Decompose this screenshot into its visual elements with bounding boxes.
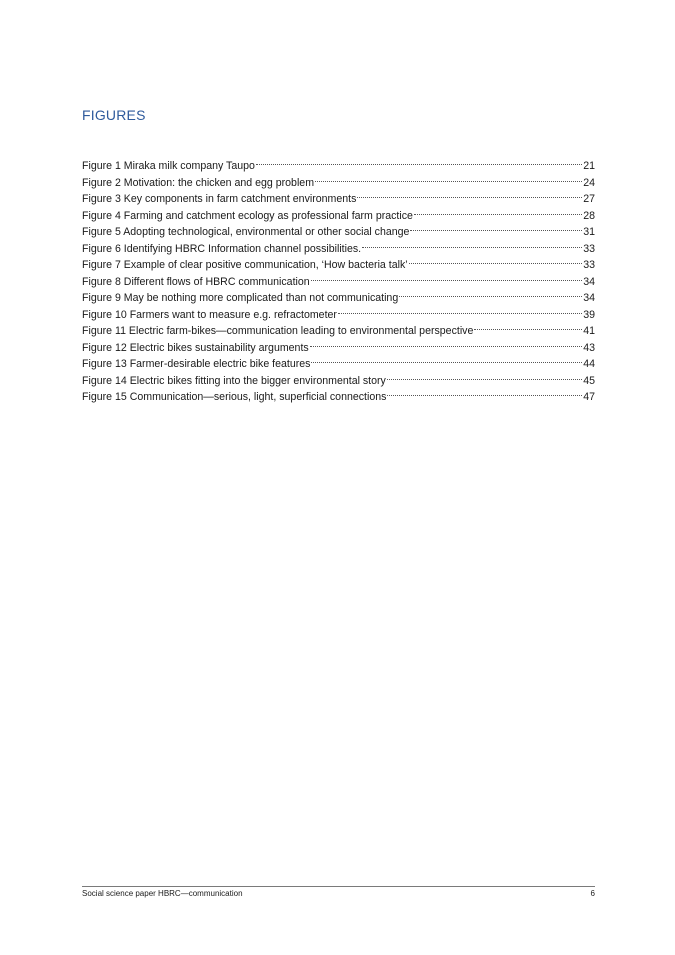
figure-entry[interactable] <box>82 340 595 357</box>
dot-leader <box>362 246 582 248</box>
figure-label: Figure 10 Farmers want to measure e.g. refractometer <box>82 308 337 321</box>
dot-leader <box>338 312 582 314</box>
figure-label: Figure 9 May be nothing more complicated than not communicating <box>82 292 399 304</box>
figure-page-number: 27 <box>583 193 595 205</box>
figure-entry[interactable] <box>82 208 595 225</box>
figure-entry[interactable] <box>82 290 595 307</box>
footer-page-number: 6 <box>590 889 595 898</box>
figure-page-number: 44 <box>583 358 595 370</box>
footer-document-title: Social science paper HBRC—communication <box>82 889 243 898</box>
dot-leader <box>315 180 582 182</box>
figure-label: Figure 11 Electric farm-bikes—communication leading to environmental perspective <box>82 325 474 337</box>
figure-label: Figure 4 Farming and catchment ecology as professional farm practice <box>82 209 413 222</box>
dot-leader <box>414 213 582 215</box>
figure-page-number: 45 <box>583 374 595 387</box>
figure-entry[interactable] <box>82 389 595 406</box>
figure-entry[interactable] <box>82 175 595 192</box>
dot-leader <box>311 361 582 363</box>
figure-page-number: 31 <box>583 226 595 238</box>
figure-entry[interactable] <box>82 307 595 324</box>
figures-heading: FIGURES <box>82 107 146 123</box>
figure-entry[interactable] <box>82 257 595 274</box>
figures-list <box>82 158 595 406</box>
figure-label: Figure 7 Example of clear positive communication, ‘How bacteria talk’ <box>82 259 408 271</box>
figure-page-number: 43 <box>583 341 595 354</box>
figure-page-number: 28 <box>583 209 595 222</box>
figure-label: Figure 5 Adopting technological, environmental or other social change <box>82 226 410 238</box>
figure-label: Figure 3 Key components in farm catchment environments <box>82 193 357 205</box>
dot-leader <box>310 345 583 347</box>
figure-page-number: 21 <box>583 160 595 172</box>
figure-label: Figure 15 Communication—serious, light, superficial connections <box>82 391 387 403</box>
dot-leader <box>399 295 582 297</box>
figure-entry[interactable] <box>82 158 595 175</box>
figure-label: Figure 13 Farmer-desirable electric bike features <box>82 358 311 370</box>
figure-page-number: 41 <box>583 325 595 337</box>
dot-leader <box>256 163 582 165</box>
figure-label: Figure 2 Motivation: the chicken and egg problem <box>82 176 315 189</box>
figure-label: Figure 6 Identifying HBRC Information channel possibilities. <box>82 242 362 255</box>
dot-leader <box>410 229 582 231</box>
figure-page-number: 24 <box>583 176 595 189</box>
dot-leader <box>409 262 583 264</box>
figure-entry[interactable] <box>82 191 595 208</box>
figure-label: Figure 1 Miraka milk company Taupo <box>82 160 255 172</box>
dot-leader <box>357 196 582 198</box>
footer-divider <box>82 886 595 887</box>
figure-entry[interactable] <box>82 274 595 291</box>
dot-leader <box>311 279 583 281</box>
figure-label: Figure 8 Different flows of HBRC communication <box>82 275 310 288</box>
figure-page-number: 47 <box>583 391 595 403</box>
dot-leader <box>387 394 582 396</box>
figure-label: Figure 12 Electric bikes sustainability arguments <box>82 341 309 354</box>
figure-page-number: 34 <box>583 275 595 288</box>
figure-entry[interactable] <box>82 241 595 258</box>
figure-page-number: 39 <box>583 308 595 321</box>
dot-leader <box>387 378 582 380</box>
figure-entry[interactable] <box>82 356 595 373</box>
figure-entry[interactable] <box>82 323 595 340</box>
figure-page-number: 33 <box>583 242 595 255</box>
figure-label: Figure 14 Electric bikes fitting into the bigger environmental story <box>82 374 386 387</box>
figure-page-number: 34 <box>583 292 595 304</box>
figure-entry[interactable] <box>82 373 595 390</box>
figure-page-number: 33 <box>583 259 595 271</box>
figure-entry[interactable] <box>82 224 595 241</box>
dot-leader <box>474 328 582 330</box>
